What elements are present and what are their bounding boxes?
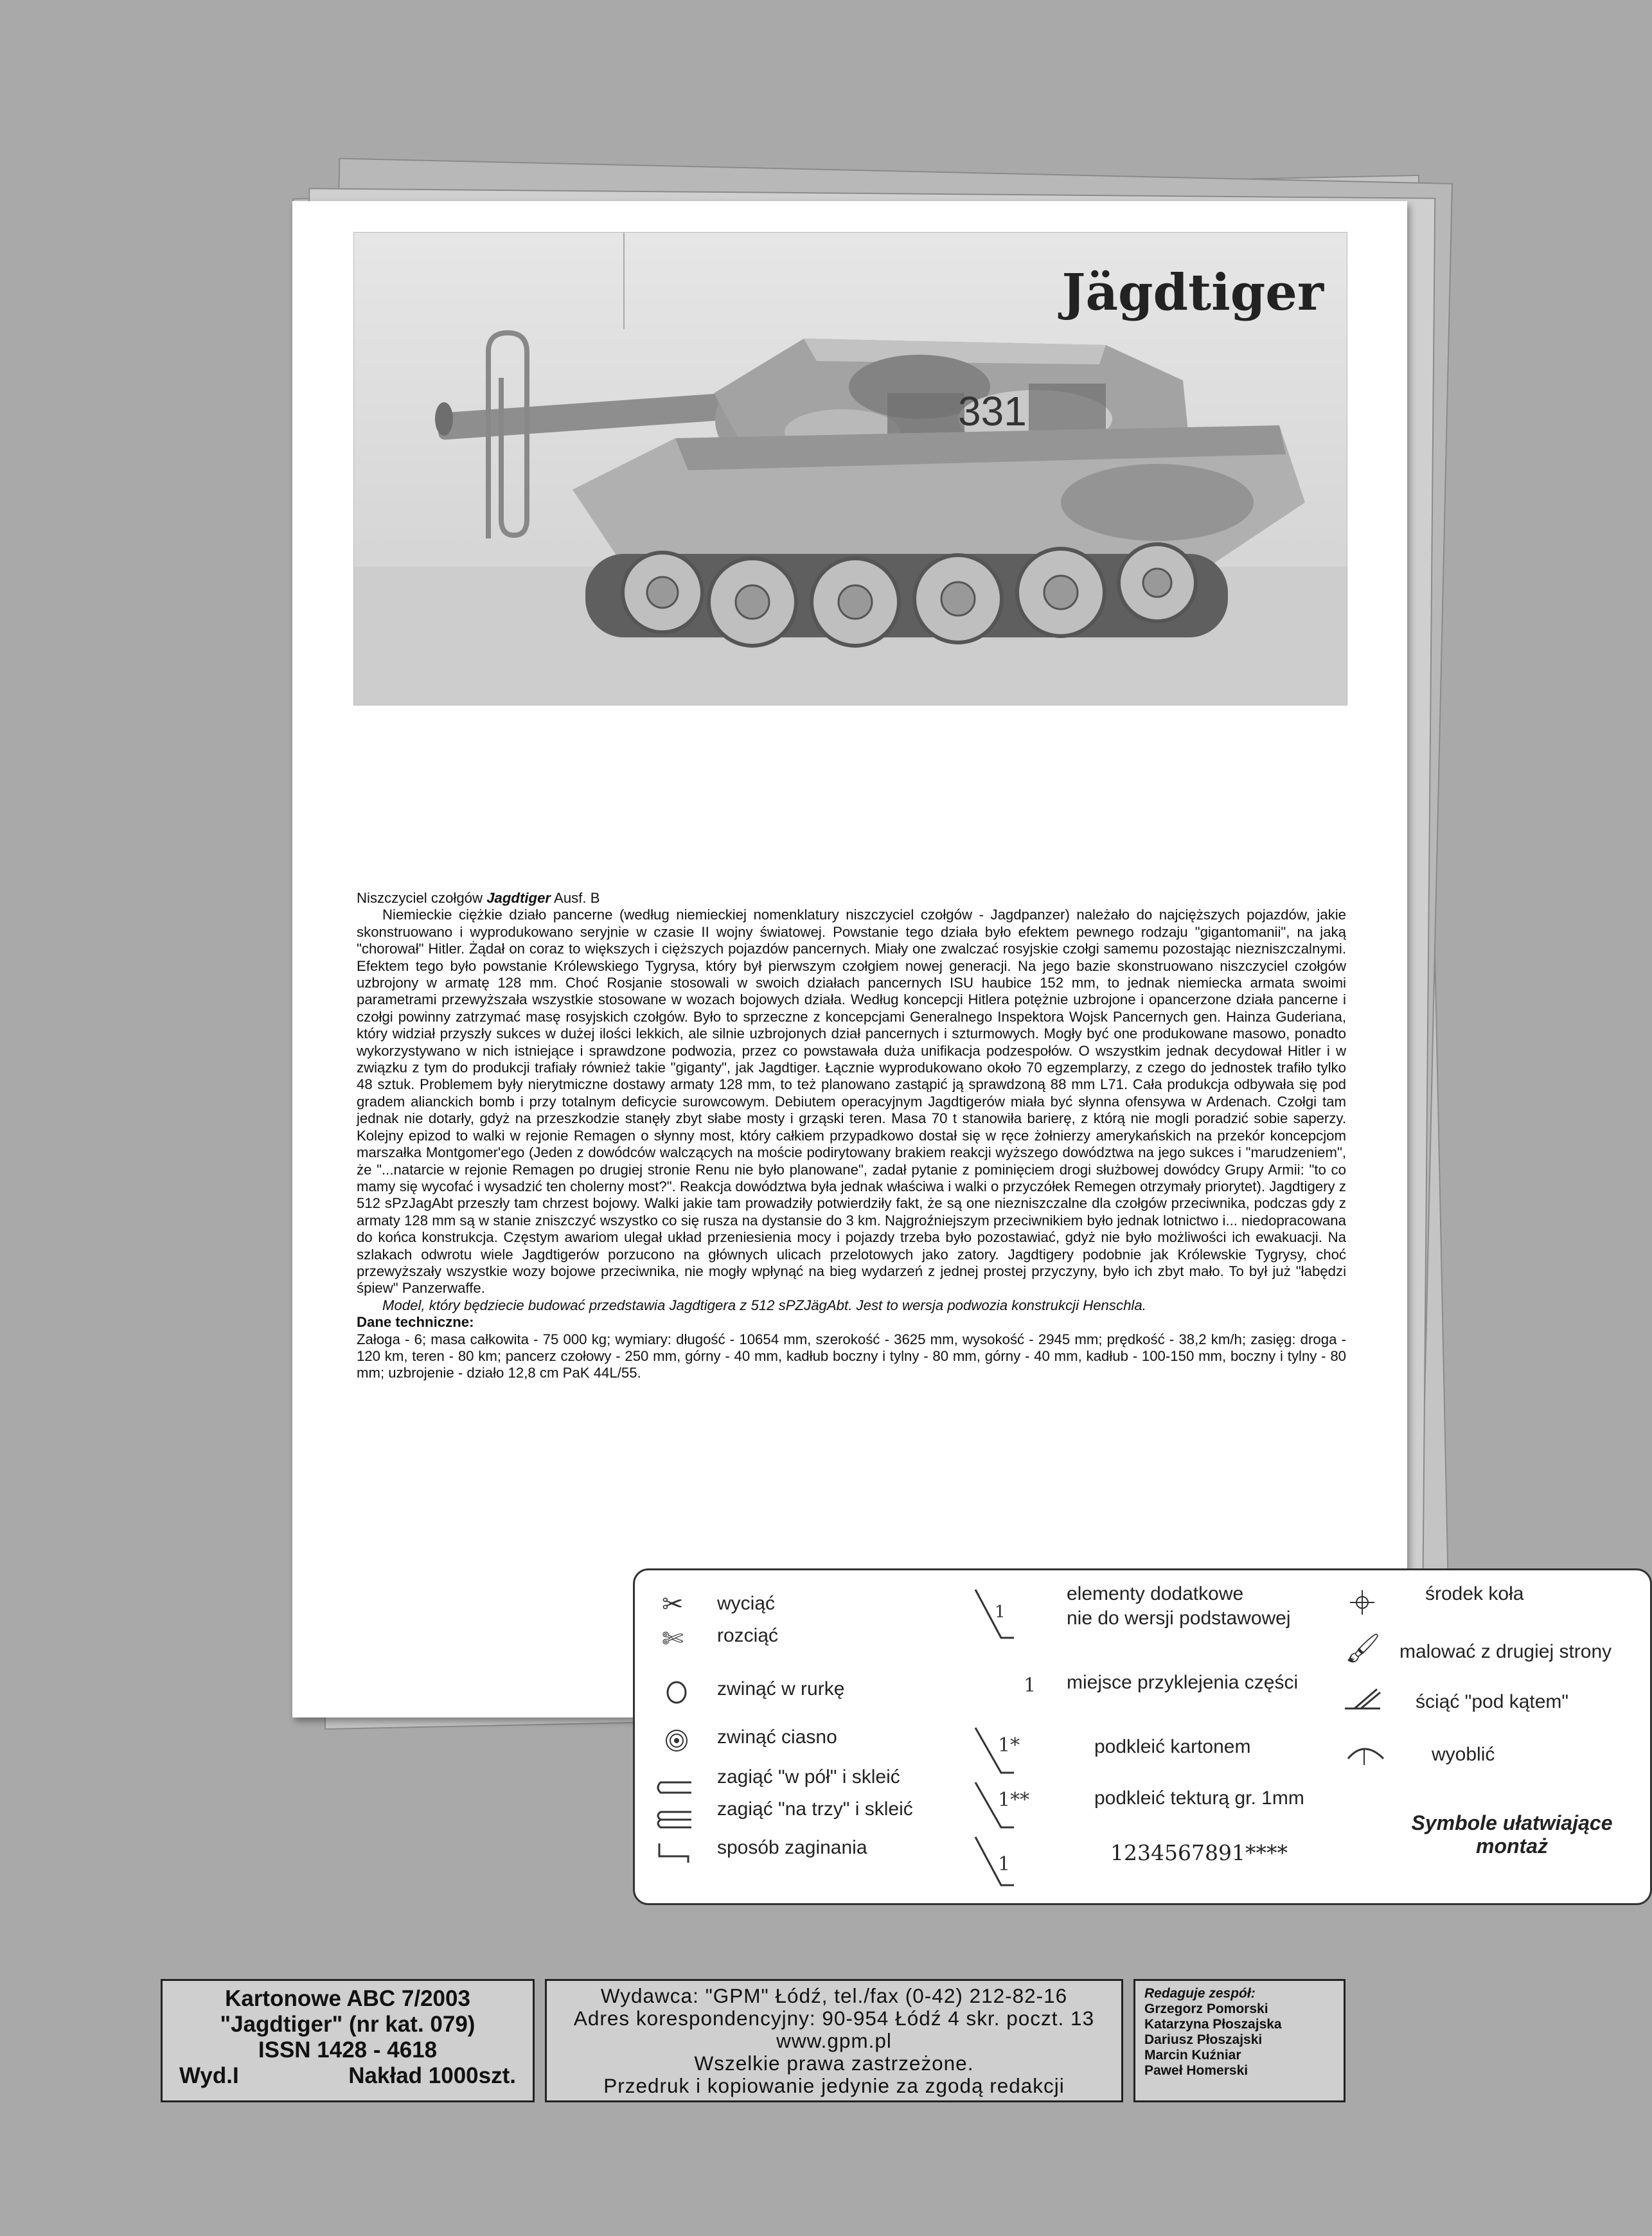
rights-line: Wszelkie prawa zastrzeżone.: [694, 2052, 974, 2075]
brush-icon: 🖌: [1345, 1633, 1381, 1664]
numbers-icon: [972, 1834, 1017, 1892]
caption-prefix: Niszczyciel czołgów: [357, 890, 487, 906]
editorial-team-box: [1133, 1979, 1346, 2102]
legend-caption: Symbole ułatwiające montaż: [1411, 1811, 1613, 1858]
legend-fold-method: sposób zaginania: [717, 1837, 867, 1858]
model-note: Model, który będziecie budować przedstawia Jagdtigera z 512 sPZJägAbt. Jest to wersja podwozia konstrukcji Henschla.: [382, 1297, 1146, 1313]
legend-extra-1: elementy dodatkowe: [1067, 1583, 1244, 1604]
legend-bevel: ściąć "pod kątem": [1416, 1691, 1569, 1712]
roll-tight-icon: [661, 1728, 693, 1753]
tech-specs: Załoga - 6; masa całkowita - 75 000 kg; wymiary: długość - 10654 mm, szerokość - 3625 mm, wysokość - 2945 mm; prędkość - 38,2 km/h; zasięg: droga - 120 km, teren - 80 km; pancerz czołowy - 250 mm, górny - 40 mm, kadłub boczny i tylny - 80 mm, górny - 40 mm, kadłub - 100-150 mm, boczny i tylny - 80 mm; uzbrojenie - działo 12,8 cm PaK 44L/55.: [357, 1331, 1346, 1381]
edition: Wyd.I: [179, 2063, 239, 2088]
legend-roll-tight: zwinąć ciasno: [717, 1726, 837, 1748]
print-run: Nakład 1000szt.: [348, 2063, 516, 2088]
model-title: "Jagdtiger" (nr kat. 079): [220, 2012, 475, 2037]
team-member: Marcin Kuźniar: [1144, 2048, 1241, 2063]
website-link[interactable]: www.gpm.pl: [776, 2029, 892, 2052]
legend-fold-three: zagiąć "na trzy" i skleić: [717, 1798, 913, 1820]
team-member: Paweł Homerski: [1144, 2063, 1248, 2078]
fold-method-icon: [653, 1840, 698, 1866]
series-title: Kartonowe ABC 7/2003: [225, 1986, 470, 2011]
tech-heading: Dane techniczne:: [357, 1314, 474, 1331]
catalog-box: [161, 1979, 535, 2102]
legend-roll: zwinąć w rurkę: [717, 1678, 845, 1699]
legend-paint-back: malować z drugiej strony: [1399, 1641, 1612, 1662]
fold-half-icon: [653, 1775, 698, 1800]
legend-score: rozciąć: [717, 1625, 779, 1646]
page-title: Jägdtiger: [1061, 263, 1324, 322]
emboss-icon: [1345, 1736, 1390, 1768]
glue-mark-numbers: 1: [998, 1853, 1011, 1876]
team-member: Grzegorz Pomorski: [1144, 2001, 1268, 2016]
symbols-legend: [633, 1568, 1652, 1905]
copy-notice: Przedruk i kopiowanie jedynie za zgodą redakcji: [603, 2074, 1065, 2097]
glue-mark-2star: 1**: [998, 1789, 1030, 1811]
legend-extra-2: nie do wersji podstawowej: [1067, 1608, 1291, 1629]
legend-emboss: wyoblić: [1432, 1744, 1495, 1765]
document-page: [292, 201, 1613, 1876]
glue-place-icon: 1: [1024, 1674, 1036, 1697]
team-label: Redaguje zespół:: [1144, 1986, 1256, 2001]
fold-three-icon: [653, 1807, 698, 1832]
paperclip-icon: [475, 326, 553, 551]
publisher-box: [545, 1979, 1123, 2102]
glue-mark-extra: 1: [995, 1602, 1006, 1622]
legend-back-card-1mm: podkleić tekturą gr. 1mm: [1094, 1788, 1304, 1809]
caption-suffix: Ausf. B: [551, 890, 600, 906]
legend-cut: wyciąć: [717, 1593, 776, 1614]
legend-numbers: 1234567891****: [1110, 1840, 1288, 1865]
photo-caption: [357, 890, 1346, 907]
scissors-score-icon: ✄: [662, 1625, 684, 1653]
legend-back-card: podkleić kartonem: [1094, 1736, 1251, 1757]
team-member: Dariusz Płoszajski: [1144, 2032, 1263, 2047]
hull-number: 331: [958, 388, 1027, 434]
caption-name: Jagdtiger: [486, 890, 551, 906]
address-line: Adres korespondencyjny: 90-954 Łódź 4 skr. poczt. 13: [573, 2007, 1095, 2030]
team-member: Katarzyna Płoszajska: [1144, 2017, 1282, 2032]
body-paragraph: Niemieckie ciężkie działo pancerne (według niemieckiej nomenklatury niszczyciel czołgów - Jagdpanzer) należało do najcięższych pojazdów, jakie skonstruowano i wyprodukowano seryjnie w czasie II wojny światowej. Powstanie tego działa było efektem pewnego rodzaju "gigantomanii", na jaką "chorował" Hitler. Żądał on coraz to większych i cięższych pojazdów pancernych. Miały one zwalczać rosyjskie czołgi samemu pozostając niezniszczalnymi. Efektem tego było powstanie Królewskiego Tygrysa, który był pierwszym czołgiem nowej generacji. Na jego bazie skonstruowano niszczyciel czołgów uzbrojony w armatę 128 mm. Choć Rosjanie stosowali w swoich działach pancernych ISU haubice 152 mm, to jednak niemiecka armata swoimi parametrami przewyższała wszystkie stosowane w wozach bojowych działa. Według koncepcji Hitlera potężnie uzbrojone i opancerzone działa pancerne i czołgi powinny zatrzymać masę rosyjskich czołgów. Było to sprzeczne z koncepcjami Generalnego Inspektora Wojsk Pancernych gen. Hainza Guderiana, który widział przyszły sukces w dużej ilości lekkich, ale silnie uzbrojonych dział pancernych i szturmowych. Mogły być one produkowane masowo, ponadto wykorzystywano w nich istniejące i sprawdzone podwozia, przez co powstawała duża unifikacja podzespołów. O wszystkim jednak decydował Hitler i w związku z tym do produkcji trafiały również takie "giganty", jak Jagdtiger. Łącznie wyprodukowano około 70 egzemplarzy, z czego do jednostek trafiło tylko 48 sztuk. Problemem były nierytmiczne dostawy armaty 128 mm, to też planowano zastąpić ją sprawdzoną 88 mm L71. Cała produkcja odbywała się pod gradem alianckich bomb i przy totalnym deficycie surowcowym. Debiutem operacyjnym Jagdtigerów miała być słynna ofensywa w Ardenach. Czołgi tam jednak nie dotarły, gdyż na przeszkodzie stanęły zbyt słabe mosty i grząski teren. Masa 70 t stanowiła barierę, z którą nie mogli poradzić sobie saperzy. Kolejny epizod to walki w rejonie Remagen o słynny most, który całkiem przypadkowo dostał się w ręce żołnierzy amerykańskich na przekór koncepcjom marszałka Montgomer'ego (Jeden z dowódców walczących na moście podirytowany brakiem reakcji wyższego dowództwa na jego sukces i "marudzeniem", że "...natarcie w rejonie Remagen po drugiej stronie Renu nie było planowane", zadał pytanie z pominięciem drogi służbowej dowódcy Grupy Armii: "to co mamy się wycofać i wysadzić ten cholerny most?". Reakcja dowództwa była jednak właściwa i walki o przyczółek Remegen otrzymały priorytet). Jagdtigery z 512 sPzJagAbt przeszły tam chrzest bojowy. Walki jakie tam prowadziły potwierdziły fakt, że są one niezniszczalne dla czołgów przeciwnika, podczas gdy z armaty 128 mm są w stanie zniszczyć wszystko co się rusza na dystansie do 3 km. Najgroźniejszym przeciwnikiem było jednak lotnictwo i... niedopracowana do końca konstrukcja. Częstym awariom ulegał układ przeniesienia mocy i pojazdy trzeba było pozostawiać, gdyż nie było możliwości ich ewakuacji. Na szlakach odwrotu wiele Jagdtigerów porzucono na głównych ulicach przelotowych jako zatory. Jagdtigery podobnie jak Królewskie Tygrysy, choć przewyższały wszystkie wozy bojowe przeciwnika, nie mogły wpłynąć na bieg wydarzeń z jednej prostej przyczyny, było ich zbyt mało. To był już "łabędzi śpiew" Panzerwaffe.: [357, 907, 1346, 1297]
issn: ISSN 1428 - 4618: [258, 2037, 438, 2063]
article-text: [357, 890, 1346, 1382]
legend-fold-half: zagiąć "w pół" i skleić: [717, 1766, 900, 1788]
scissors-cut-icon: ✂: [662, 1590, 684, 1619]
publisher-line: Wydawca: "GPM" Łódź, tel./fax (0-42) 212-82-16: [600, 1984, 1068, 2007]
legend-glue-place: miejsce przyklejenia części: [1067, 1672, 1299, 1693]
imprint-footer: [161, 1979, 1439, 2102]
glue-mark-star: 1*: [998, 1734, 1020, 1757]
wheel-center-icon: [1346, 1586, 1378, 1619]
bevel-icon: [1342, 1683, 1387, 1715]
roll-icon: [661, 1680, 693, 1705]
legend-wheel-center: środek koła: [1425, 1583, 1524, 1604]
